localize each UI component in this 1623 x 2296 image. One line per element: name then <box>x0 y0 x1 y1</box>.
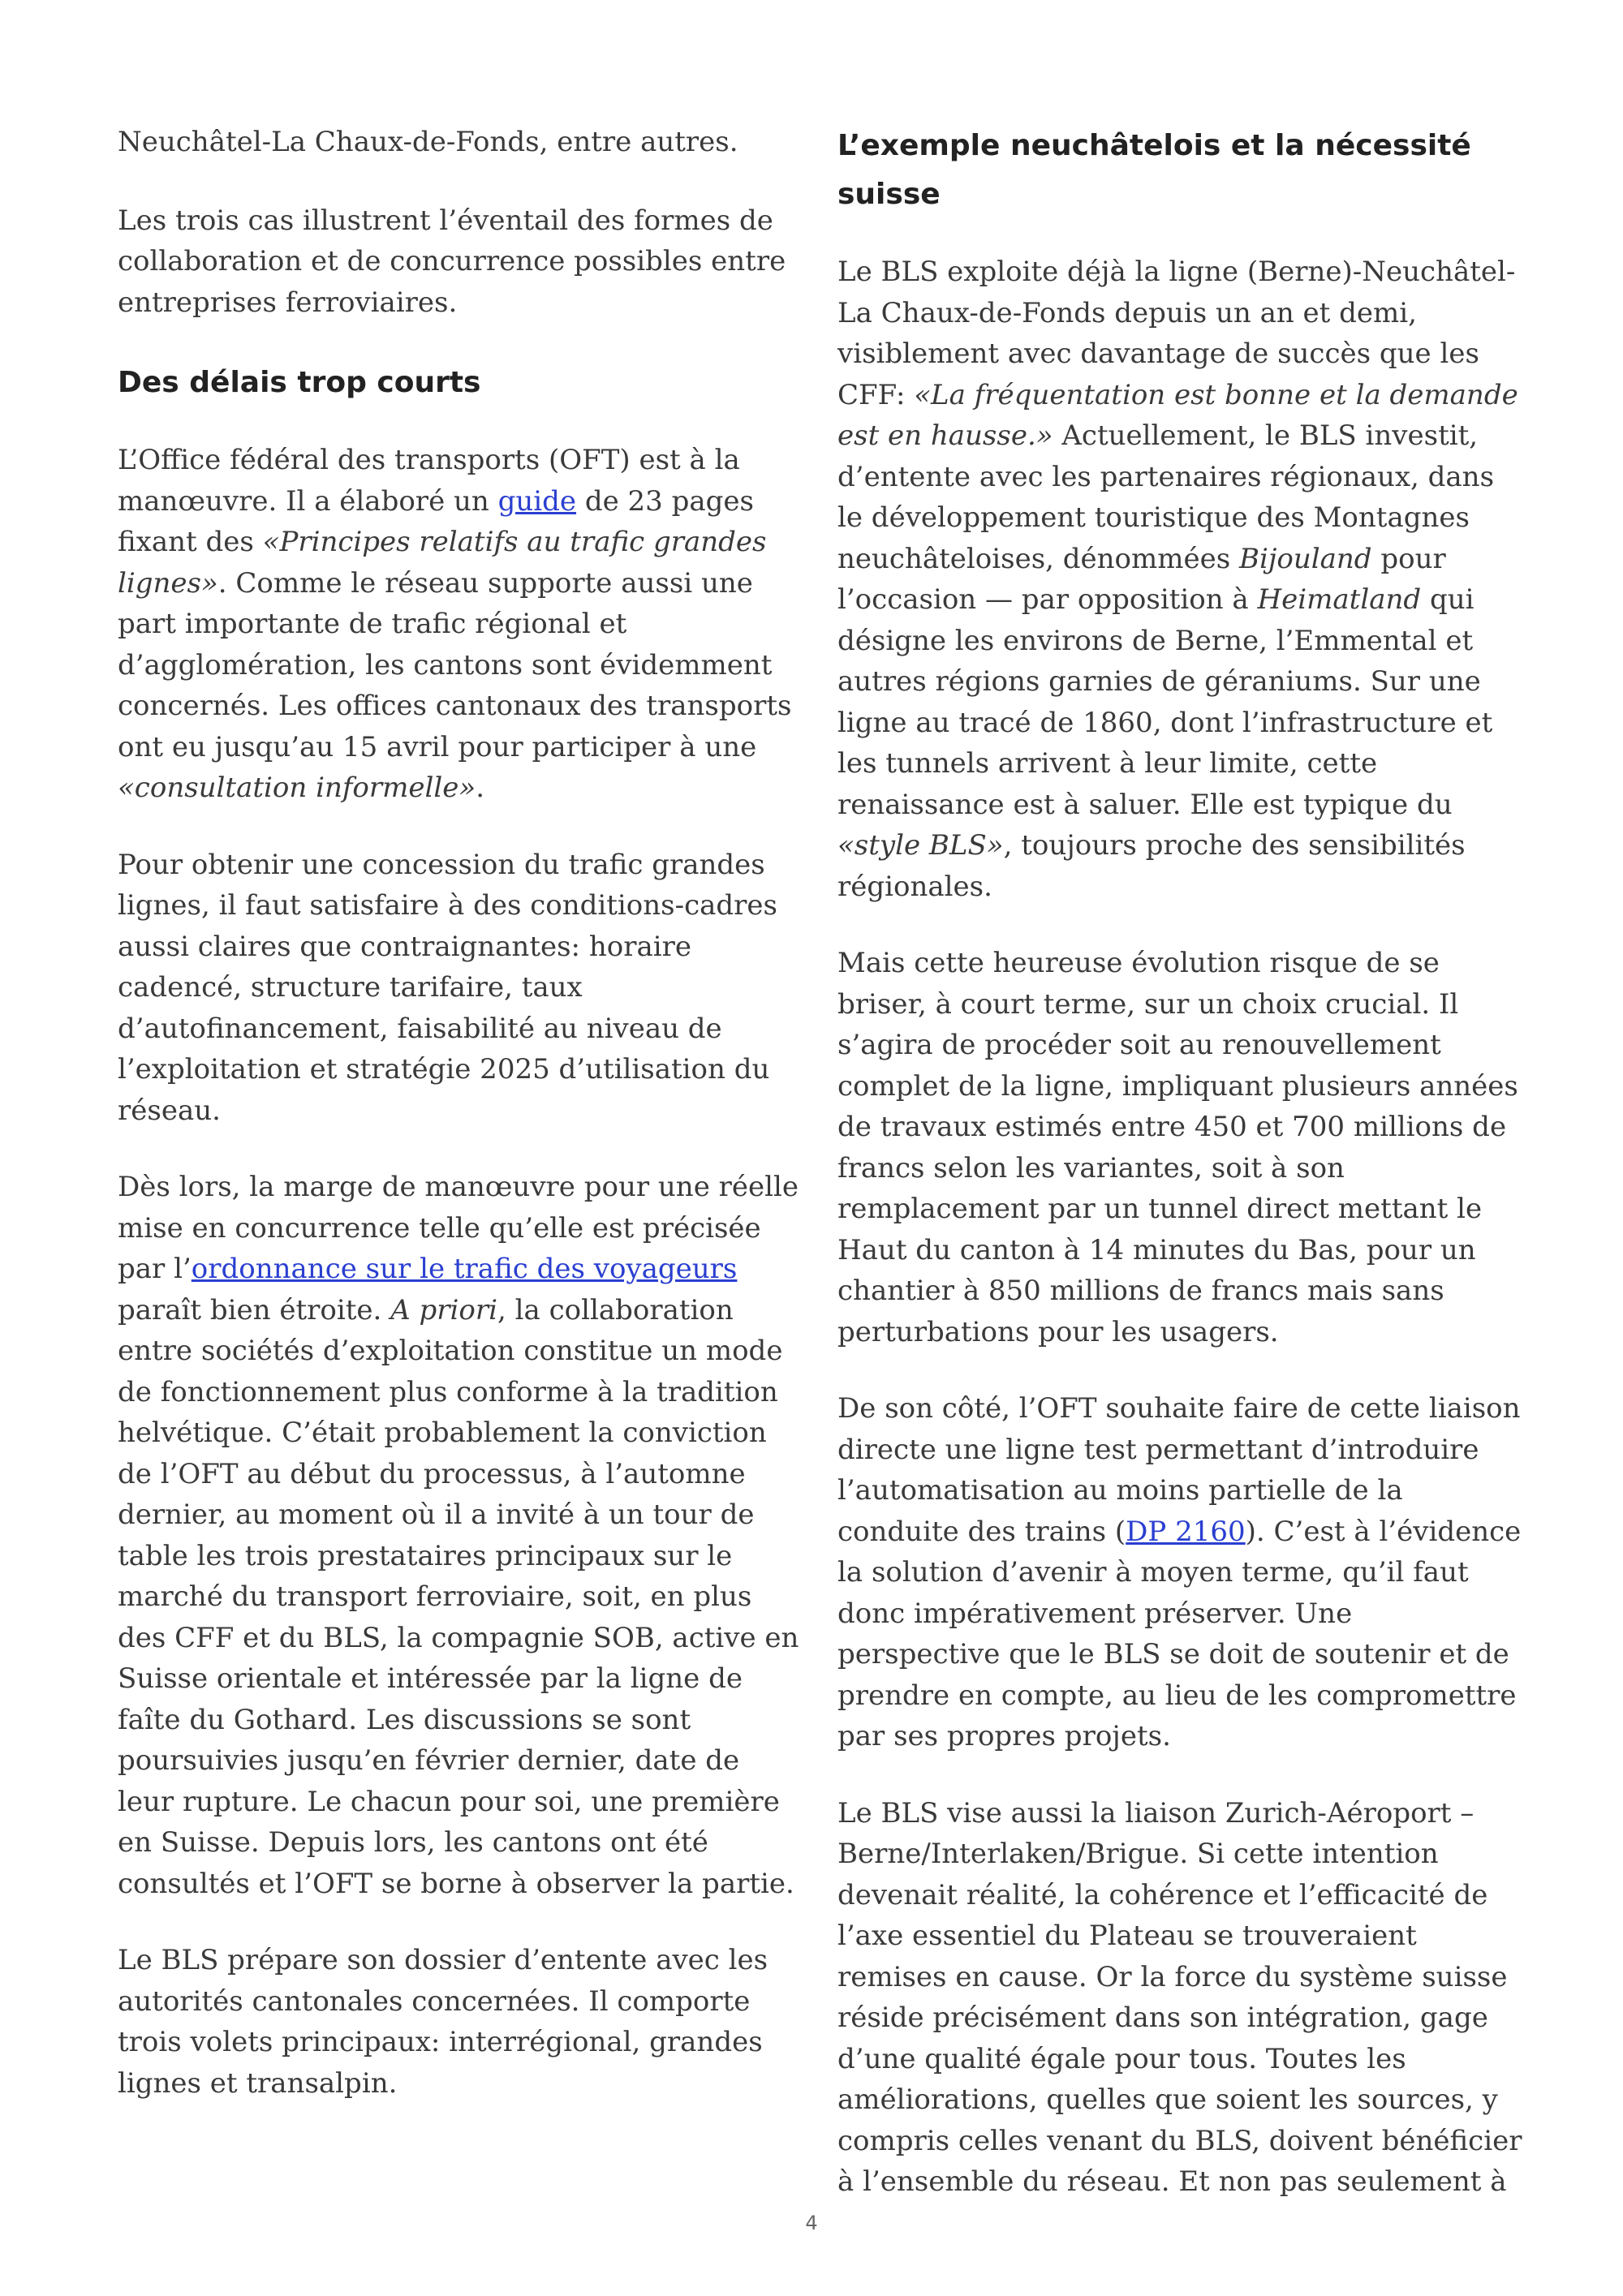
section-heading-delais: Des délais trop courts <box>118 366 481 399</box>
paragraph: Neuchâtel-La Chaux-de-Fonds, entre autres. <box>118 126 738 158</box>
quote: «Principes relatifs au trafic grandes lignes» <box>118 526 767 600</box>
paragraph: Mais cette heureuse évolution risque de se briser, à court terme, sur un choix crucial. Il s’agira de procéder soit au renouvellement complet de la ligne, impliquant plusieurs années de travaux estimés entre 450 et 700 millions de francs selon les variantes, soit à son remplacement par un tunnel direct mettant le Haut du canton à 14 minutes du Bas, pour un chantier à 850 millions de francs mais sans perturbations pour les usagers. <box>837 947 1518 1348</box>
term: Heimatland <box>1257 583 1422 616</box>
text-run: , la collaboration entre sociétés d’exploitation constitue un mode de fonctionnement plus conforme à la tradition helvétique. C’était probablement la conviction de l’OFT au début du processus, à l’automne dernier, au moment où il a invité à un tour de table les trois prestataires principaux sur le marché du transport ferroviaire, soit, en plus des CFF et du BLS, la compagnie SOB, active en Suisse orientale et intéressée par la ligne de faîte du Gothard. Les discussions se sont poursuivies jusqu’en février dernier, date de leur rupture. Le chacun pour soi, une première en Suisse. Depuis lors, les cantons ont été consultés et l’OFT se borne à observer la partie. <box>118 1293 799 1900</box>
text-run: qui désigne les environs de Berne, l’Emmental et autres régions garnies de géraniums. Sur une ligne au tracé de 1860, dont l’infrastructure et les tunnels arrivent à leur limite, cette renaissance est à saluer. Elle est typique du <box>837 583 1493 821</box>
quote: «style BLS» <box>837 829 1004 862</box>
text-run: , toujours proche des sensibilités régionales. <box>837 829 1466 903</box>
left-column <box>118 122 799 2139</box>
paragraph: Le BLS vise aussi la liaison Zurich-Aéroport – Berne/Interlaken/Brigue. Si cette intention devenait réalité, la cohérence et l’efficacité de l’axe essentiel du Plateau se trouveraient remises en cause. Or la force du système suisse réside précisément dans son intégration, gage d’une qualité égale pour tous. Toutes les améliorations, quelles que soient les sources, y compris celles venant du BLS, doivent bénéficier à l’ensemble du réseau. Et non pas seulement à <box>837 1796 1522 2198</box>
guide-link[interactable]: guide <box>497 484 577 518</box>
text-run: Actuellement, le BLS investit, d’entente avec les partenaires régionaux, dans le développement touristique des Montagnes neuchâteloises, dénommées <box>837 419 1495 575</box>
paragraph: Le BLS prépare son dossier d’entente avec les autorités cantonales concernées. Il comporte trois volets principaux: interrégional, grandes lignes et transalpin. <box>118 1944 768 2100</box>
text-run: L’Office fédéral des transports (OFT) est à la manœuvre. Il a élaboré un <box>118 444 740 518</box>
quote: «consultation informelle» <box>118 772 476 804</box>
dp-2160-link[interactable]: DP 2160 <box>1126 1515 1246 1548</box>
latin-phrase: A priori <box>390 1293 498 1326</box>
term: Bijouland <box>1239 542 1372 575</box>
text-run: . <box>476 772 484 804</box>
paragraph-bls <box>837 252 1523 907</box>
ordonnance-link[interactable]: ordonnance sur le trafic des voyageurs <box>191 1253 738 1285</box>
text-run: Dès lors, la marge de manœuvre pour une réelle mise en concurrence telle qu’elle est précisée par l’ <box>118 1171 799 1285</box>
paragraph-oft <box>118 440 799 809</box>
text-run: De son côté, l’OFT souhaite faire de cette liaison directe une ligne test permettant d’introduire l’automatisation au moins partielle de la conduite des trains ( <box>837 1392 1521 1548</box>
text-run: de 23 pages fixant des <box>118 484 754 558</box>
text-run: ). C’est à l’évidence la solution d’avenir à moyen terme, qu’il faut donc impérativement préserver. Une perspective que le BLS se doit de soutenir et de prendre en compte, au lieu de les compromettre par ses propres projets. <box>837 1515 1522 1752</box>
text-run: pour l’occasion — par opposition à <box>837 542 1446 616</box>
paragraph-des-lors <box>118 1167 799 1904</box>
paragraph: Pour obtenir une concession du trafic grandes lignes, il faut satisfaire à des conditions-cadres aussi claires que contraignantes: horaire cadencé, structure tarifaire, taux d’autofinancement, faisabilité au niveau de l’exploitation et stratégie 2025 d’utilisation du réseau. <box>118 848 777 1127</box>
paragraph: Les trois cas illustrent l’éventail des formes de collaboration et de concurrence possibles entre entreprises ferroviaires. <box>118 204 786 319</box>
quote: «La fréquentation est bonne et la demande est en hausse.» <box>837 378 1518 452</box>
page-number: 4 <box>805 2212 818 2234</box>
right-column <box>837 122 1523 2238</box>
section-heading-exemple: L’exemple neuchâtelois et la nécessité suisse <box>837 129 1471 211</box>
text-run: paraît bien étroite. <box>118 1293 391 1326</box>
paragraph-oft-test <box>837 1388 1523 1757</box>
text-run: . Comme le réseau supporte aussi une part importante de trafic régional et d’agglomération, les cantons sont évidemment concernés. Les offices cantonaux des transports ont eu jusqu’au 15 avril pour participer à une <box>118 566 792 763</box>
text-run: Le BLS exploite déjà la ligne (Berne)-Neuchâtel-La Chaux-de-Fonds depuis un an et demi, visiblement avec davantage de succès que les CFF: <box>837 256 1516 411</box>
